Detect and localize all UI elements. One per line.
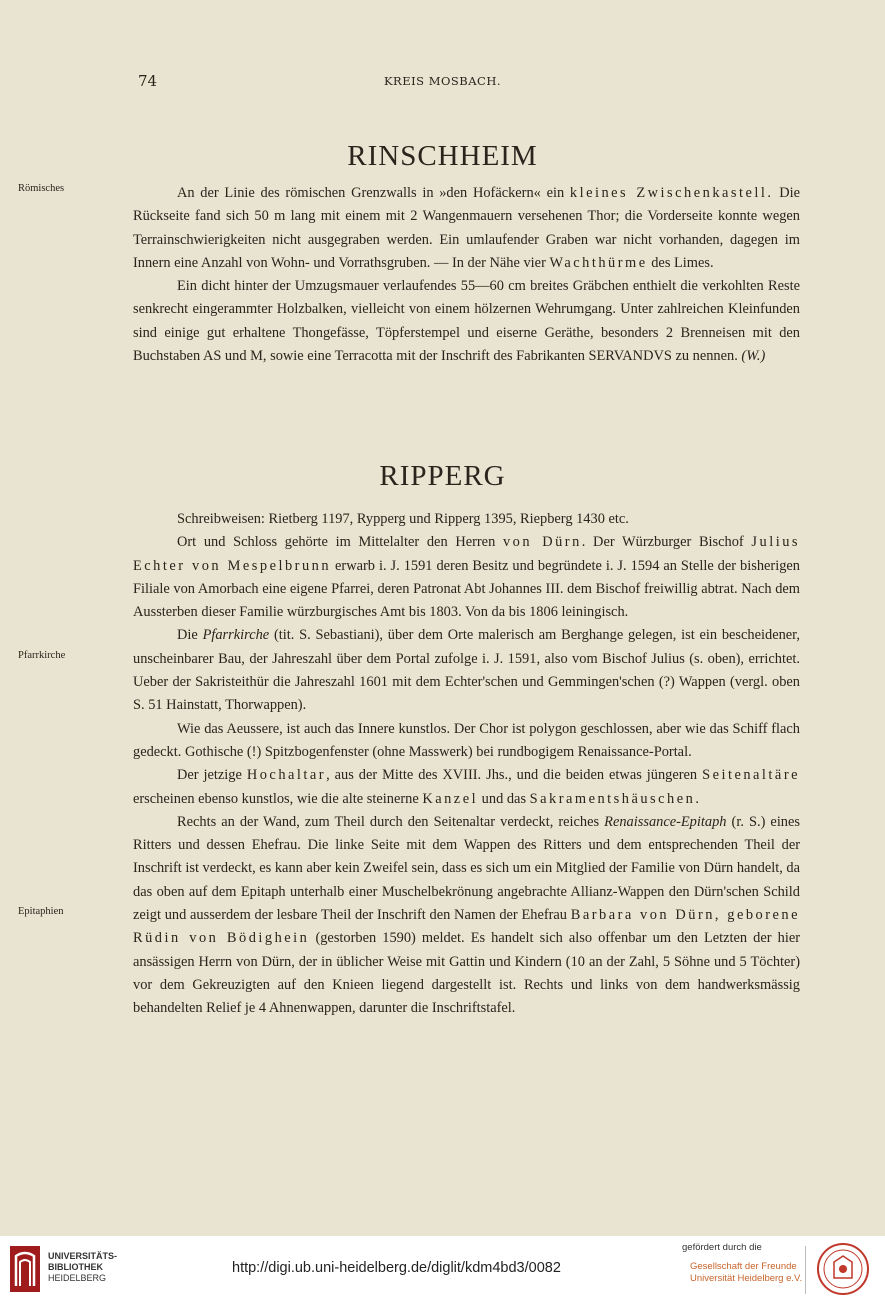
margin-note-roemisches: Römisches bbox=[18, 183, 65, 194]
page-number: 74 bbox=[138, 72, 158, 90]
divider bbox=[805, 1246, 806, 1294]
section-title-rinschheim: RINSCHHEIM bbox=[347, 140, 538, 172]
paragraph: Ein dicht hinter der Umzugsmauer verlaufendes 55—60 cm breites Gräbchen enthielt die verkohlten Reste senkrecht eingerammter Holzbalken, vielleicht von einem hölzernen Wehrumgang. Unter zahlreichen Kleinfunden sind einige gut erhaltene Thongefässe, Töpferstempel und eiserne Geräthe, besonders 2 Brenneisen mit den Buchstaben AS und M, sowie eine Terracotta mit der Inschrift des Fabrikanten SERVANDVS zu nennen. (W.) bbox=[133, 278, 800, 365]
library-logo-icon bbox=[10, 1246, 40, 1292]
library-name: UNIVERSITÄTS- BIBLIOTHEK HEIDELBERG bbox=[48, 1251, 118, 1283]
running-title: KREIS MOSBACH. bbox=[383, 74, 502, 88]
paragraph: Rechts an der Wand, zum Theil durch den Seitenaltar verdeckt, reiches Renaissance-Epitaph (r. S.) eines Ritters und dessen Ehefrau. Die linke Seite mit dem Wappen des Ritters und dem entsprechenden Theil der Inschrift ist verdeckt, es kann aber kein Zweifel sein, dass es sich um ein Mitglied der Familie von Dürn handelt, da das oben auf dem Epitaph unterhalb einer Muschelbekrönung angebrachte Allianz-Wappen den Dürn'schen Schild zeigt und ausserdem der lesbare Theil der Inschrift den Namen der Ehefrau Barbara von Dürn, geborene Rüdin von Bödighein (gestorben 1590) meldet. Es handelt sich also offenbar um den Letzten der hier ansässigen Herrn von Dürn, der in üblicher Weise mit Gattin und Kindern (10 an der Zahl, 5 Söhne und 5 Töchter) vor dem Gekreuzigten auf den Knieen liegend dargestellt ist. Rechts und links von dem handwerksmässig behandelten Relief je 4 Ahnenwappen, darunter die Inschriftstafel. bbox=[133, 813, 800, 1017]
paragraph: Die Pfarrkirche (tit. S. Sebastiani), über dem Orte malerisch am Berghange gelegen, ist ein bescheidener, unscheinbarer Bau, der Jahreszahl über dem Portal zufolge i. J. 1591, also vom Bischof Julius (s. oben), errichtet. Ueber der Sakristeithür die Jahreszahl 1601 mit dem Echter'schen und Gemmingen'schen (?) Wappen (vergl. oben S. 51 Hainstatt, Thorwappen). bbox=[133, 627, 800, 714]
paragraph: Der jetzige Hochaltar, aus der Mitte des XVIII. Jhs., und die beiden etwas jüngeren Seitenaltäre erscheinen ebenso kunstlos, wie die alte steinerne Kanzel und das Sakramentshäuschen. bbox=[133, 767, 800, 807]
society-name: Gesellschaft der Freunde Universität Heidelberg e.V. bbox=[690, 1261, 803, 1284]
funded-by-label: gefördert durch die bbox=[682, 1242, 762, 1253]
digitization-footer bbox=[0, 1236, 885, 1303]
page-header bbox=[0, 72, 885, 92]
margin-note-epitaphien: Epitaphien bbox=[18, 906, 64, 917]
permalink[interactable]: http://digi.ub.uni-heidelberg.de/diglit/kdm4bd3/0082 bbox=[232, 1260, 561, 1276]
paragraph: An der Linie des römischen Grenzwalls in »den Hofäckern« ein kleines Zwischenkastell. Die Rückseite fand sich 50 m lang mit einem mit 2 Wangenmauern versehenen Thor; die Vorderseite konnte wegen Terrainschwierigkeiten nicht ausgegraben werden. Ein umlaufender Graben war nicht vorhanden, dagegen im Innern eine Anzahl von Wohn- und Vorrathsgruben. — In der Nähe vier Wachthürme des Limes. bbox=[133, 185, 800, 271]
paragraph: Schreibweisen: Rietberg 1197, Rypperg und Ripperg 1395, Riepberg 1430 etc. bbox=[177, 511, 629, 527]
author-sign: (W.) bbox=[741, 348, 766, 365]
section-title-ripperg: RIPPERG bbox=[379, 460, 506, 492]
university-seal-icon bbox=[816, 1242, 870, 1296]
paragraph: Wie das Aeussere, ist auch das Innere kunstlos. Der Chor ist polygon geschlossen, aber wie das Schiff flach gedeckt. Gothische (!) Spitzbogenfenster (ohne Masswerk) bei rundbogigem Renaissance-Portal. bbox=[133, 720, 800, 760]
paragraph: Ort und Schloss gehörte im Mittelalter den Herren von Dürn. Der Würzburger Bischof Julius Echter von Mespelbrunn erwarb i. J. 1591 deren Besitz und begründete i. J. 1594 an Stelle der bisherigen Filiale von Amorbach eine eigene Pfarrei, deren Patronat Abt Johannes III. dem Bischof freiwillig abtrat. Nach dem Aussterben dieser Familie würzburgisches Amt bis 1803. Von da bis 1806 leiningisch. bbox=[133, 534, 800, 621]
ripperg-text bbox=[133, 508, 800, 1021]
rinschheim-text bbox=[133, 182, 800, 368]
margin-note-pfarrkirche: Pfarrkirche bbox=[18, 650, 66, 661]
